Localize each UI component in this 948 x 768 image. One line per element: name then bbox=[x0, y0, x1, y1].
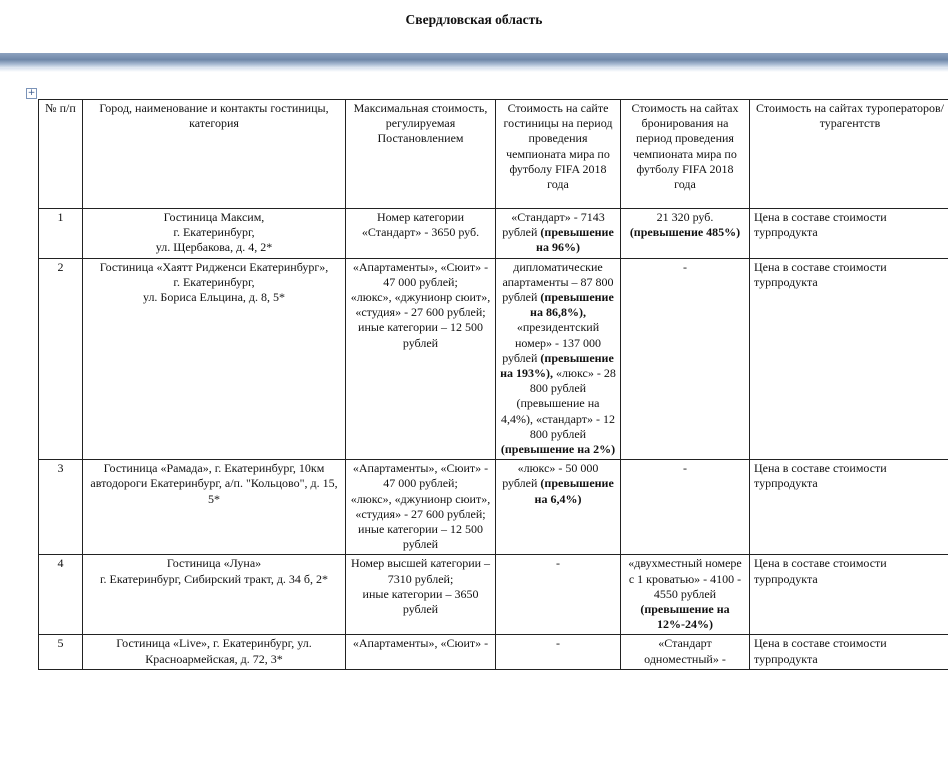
hotel-site-cost bbox=[496, 258, 621, 460]
header-hotel: Город, наименование и контакты гостиницы, категория bbox=[83, 100, 346, 209]
row-num: 2 bbox=[39, 258, 83, 460]
table-row bbox=[39, 460, 948, 555]
hotel-site-excess: (превышение на 193%), bbox=[500, 350, 614, 381]
hotel-site-cost: - bbox=[496, 635, 621, 669]
hotel-info: Гостиница «Хаятт Ридженси Екатеринбург», г. Екатеринбург, ул. Бориса Ельцина, д. 8, 5* bbox=[83, 258, 346, 460]
booking-cost: «Стандарт одноместный» - bbox=[621, 635, 750, 669]
header-hotel-site: Стоимость на сайте гостиницы на период проведения чемпионата мира по футболу FIFA 2018 года bbox=[496, 100, 621, 209]
tour-cost: Цена в составе стоимости турпродукта bbox=[750, 460, 948, 555]
table-header-row bbox=[39, 100, 948, 209]
page-separator-shadow bbox=[0, 68, 948, 72]
hotel-site-cost bbox=[496, 209, 621, 259]
hotel-site-excess: (превышение на 6,4%) bbox=[534, 476, 614, 506]
table-row bbox=[39, 635, 948, 669]
page-separator bbox=[0, 53, 948, 68]
booking-cost: - bbox=[621, 258, 750, 460]
hotel-info: Гостиница «Live», г. Екатеринбург, ул. Красноармейская, д. 72, 3* bbox=[83, 635, 346, 669]
row-num: 3 bbox=[39, 460, 83, 555]
hotels-table bbox=[38, 99, 948, 670]
header-booking-sites: Стоимость на сайтах бронирования на период проведения чемпионата мира по футболу FIFA 2018 года bbox=[621, 100, 750, 209]
hotel-info: Гостиница «Луна» г. Екатеринбург, Сибирский тракт, д. 34 б, 2* bbox=[83, 555, 346, 635]
hotel-site-cost-text: «президентский номер» - 137 000 рублей bbox=[502, 320, 602, 365]
hotel-site-cost-text: «люкс» - 50 000 рублей bbox=[502, 461, 599, 491]
tour-cost: Цена в составе стоимости турпродукта bbox=[750, 258, 948, 460]
booking-cost bbox=[621, 209, 750, 259]
hotel-site-excess: (превышение на 96%) bbox=[536, 225, 614, 255]
booking-cost-text: «двухместный номере с 1 кроватью» - 4100 - 4550 рублей bbox=[628, 556, 742, 601]
tour-cost: Цена в составе стоимости турпродукта bbox=[750, 555, 948, 635]
table-row bbox=[39, 209, 948, 259]
hotel-info: Гостиница Максим, г. Екатеринбург, ул. Щербакова, д. 4, 2* bbox=[83, 209, 346, 259]
hotel-site-cost-text: «Стандарт» - 7143 рублей bbox=[502, 210, 605, 240]
booking-excess: (превышение 485%) bbox=[629, 225, 741, 240]
hotel-site-cost-text: дипломатические апартаменты – 87 800 рублей bbox=[502, 259, 614, 305]
hotel-site-excess: (превышение на 86,8%), bbox=[530, 290, 614, 320]
hotel-site-excess: (превышение на 2%) bbox=[500, 442, 616, 457]
header-max-cost: Максимальная стоимость, регулируемая Постановлением bbox=[346, 100, 496, 209]
page-title: Свердловская область bbox=[405, 12, 543, 27]
tour-cost: Цена в составе стоимости турпродукта bbox=[750, 209, 948, 259]
row-num: 4 bbox=[39, 555, 83, 635]
row-num: 5 bbox=[39, 635, 83, 669]
booking-cost bbox=[621, 555, 750, 635]
max-cost: «Апартаменты», «Сюит» - bbox=[346, 635, 496, 669]
max-cost: Номер высшей категории – 7310 рублей; иные категории – 3650 рублей bbox=[346, 555, 496, 635]
booking-cost: - bbox=[621, 460, 750, 555]
row-num: 1 bbox=[39, 209, 83, 259]
booking-cost-text: 21 320 руб. bbox=[656, 210, 714, 224]
table-row bbox=[39, 258, 948, 460]
hotel-info: Гостиница «Рамада», г. Екатеринбург, 10км автодороги Екатеринбург, а/п. "Кольцово", д. 15, 5* bbox=[83, 460, 346, 555]
table-move-handle-icon[interactable]: + bbox=[27, 88, 36, 98]
header-num: № п/п bbox=[39, 100, 83, 209]
hotel-site-cost bbox=[496, 460, 621, 555]
booking-excess: (превышение на 12%-24%) bbox=[640, 602, 730, 632]
max-cost: «Апартаменты», «Сюит» - 47 000 рублей; «люкс», «джунионр сюит», «студия» - 27 600 рублей; иные категории – 12 500 рублей bbox=[346, 258, 496, 460]
header-tour-sites: Стоимость на сайтах туроператоров/турагентств bbox=[750, 100, 948, 209]
hotel-site-cost-text: «люкс» - 28 800 рублей (превышение на 4,4%), «стандарт» - 12 800 рублей bbox=[501, 366, 616, 441]
table-row bbox=[39, 555, 948, 635]
tour-cost: Цена в составе стоимости турпродукта bbox=[750, 635, 948, 669]
hotel-site-cost: - bbox=[496, 555, 621, 635]
max-cost: «Апартаменты», «Сюит» - 47 000 рублей; «люкс», «джунионр сюит», «студия» - 27 600 рублей; иные категории – 12 500 рублей bbox=[346, 460, 496, 555]
max-cost: Номер категории «Стандарт» - 3650 руб. bbox=[346, 209, 496, 259]
